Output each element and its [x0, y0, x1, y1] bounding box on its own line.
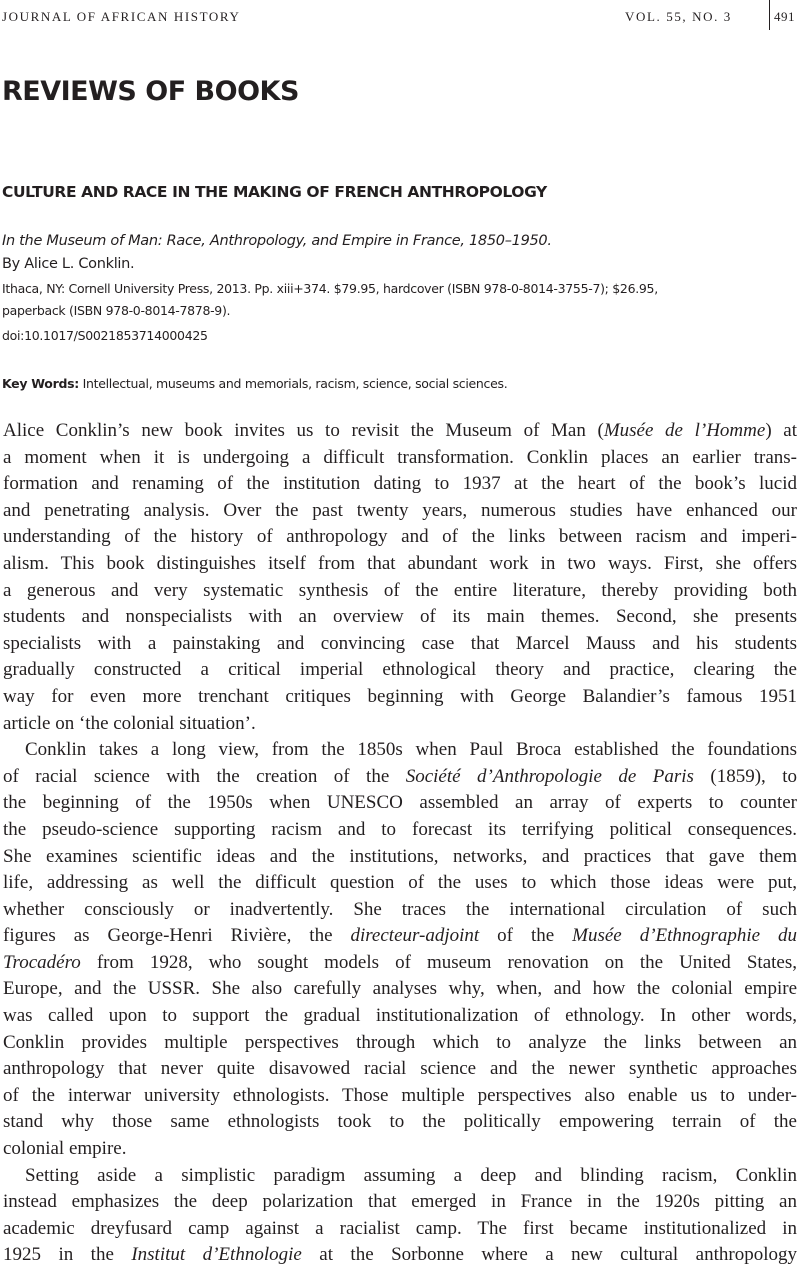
- keywords-label: Key Words:: [2, 376, 79, 391]
- text-line: [3, 1216, 797, 1243]
- text-line: [3, 1163, 797, 1190]
- text-line: [3, 498, 797, 525]
- book-author: By Alice L. Conklin.: [2, 256, 135, 272]
- section-title: REVIEWS OF BOOKS: [2, 76, 299, 107]
- keywords: [2, 376, 507, 391]
- text-line: [3, 1056, 797, 1083]
- text: life, addressing as well the difficult question of the uses to which those ideas were put,: [3, 872, 797, 894]
- text-line: [3, 950, 797, 977]
- text-line: [3, 1083, 797, 1110]
- text-line: [3, 764, 797, 791]
- paragraph: [3, 1163, 797, 1269]
- text: at the Sorbonne where a new cultural anthropology: [301, 1244, 797, 1266]
- text: stand why those same ethnologists took to the politically empowering terrain of the: [3, 1111, 797, 1133]
- text: students and nonspecialists with an overview of its main themes. Second, she presents: [3, 606, 797, 628]
- text: instead emphasizes the deep polarization that emerged in France in the 1920s pitting an: [3, 1191, 797, 1213]
- text: of the interwar university ethnologists. Those multiple perspectives also enable us to under-: [3, 1084, 797, 1106]
- text-line: [3, 418, 797, 445]
- text: a generous and very systematic synthesis of the entire literature, thereby providing both: [3, 579, 797, 601]
- italic-text: Société d’Anthropologie de Paris: [405, 765, 694, 787]
- text: Alice Conklin’s new book invites us to revisit the Museum of Man (: [3, 420, 604, 441]
- text: way for even more trenchant critiques beginning with George Balandier’s famous 1951: [3, 685, 797, 707]
- text-line: [3, 1003, 797, 1030]
- text-line: [3, 711, 797, 738]
- text-line: [3, 445, 797, 472]
- text-line: [3, 1242, 797, 1269]
- text: specialists with a painstaking and convincing case that Marcel Mauss and his students: [3, 632, 797, 654]
- text-line: [3, 790, 797, 817]
- text: of racial science with the creation of the: [3, 765, 406, 787]
- text: colonial empire.: [3, 1138, 127, 1160]
- text: of the: [479, 925, 573, 947]
- paragraph: [3, 737, 797, 1163]
- keywords-value: Intellectual, museums and memorials, racism, science, social sciences.: [82, 376, 508, 391]
- text: She examines scientific ideas and the institutions, networks, and practices that gave them: [3, 845, 797, 867]
- text: was called upon to support the gradual institutionalization of ethnology. In other words,: [3, 1005, 797, 1027]
- text: whether consciously or inadvertently. She traces the international circulation of such: [3, 898, 797, 920]
- italic-text: directeur-adjoint: [350, 925, 480, 947]
- text: (1859), to: [693, 765, 797, 787]
- doi-link[interactable]: doi:10.1017/S0021853714000425: [2, 328, 208, 343]
- text-line: [3, 1136, 797, 1163]
- italic-text: Musée d’Ethnographie du: [572, 925, 797, 947]
- text-line: [3, 604, 797, 631]
- text-line: [3, 923, 797, 950]
- text: a moment when it is undergoing a difficult transformation. Conklin places an earlier trans-: [3, 446, 797, 468]
- header-divider: [769, 0, 770, 30]
- text: article on ‘the colonial situation’.: [3, 712, 256, 734]
- page-number: 491: [774, 9, 795, 24]
- text: and penetrating analysis. Over the past twenty years, numerous studies have enhanced our: [3, 499, 797, 521]
- publication-info: Ithaca, NY: Cornell University Press, 2013. Pp. xiii+374. $79.95, hardcover (ISBN 978-0-8014-3755-7); $26.95,: [2, 281, 658, 296]
- text-line: [3, 897, 797, 924]
- text: Conklin takes a long view, from the 1850s when Paul Broca established the foundations: [25, 739, 797, 761]
- text: the beginning of the 1950s when UNESCO assembled an array of experts to counter: [3, 792, 797, 814]
- text-line: [3, 844, 797, 871]
- italic-text: Institut d’Ethnologie: [131, 1244, 302, 1266]
- text: academic dreyfusard camp against a racialist camp. The first became institutionalized in: [3, 1217, 797, 1239]
- text: gradually constructed a critical imperial ethnological theory and practice, clearing the: [3, 659, 797, 681]
- text: figures as George-Henri Rivière, the: [3, 925, 351, 947]
- text: alism. This book distinguishes itself from that abundant work in two ways. First, she offers: [3, 552, 797, 574]
- paragraph: [3, 418, 797, 737]
- italic-text: Trocadéro: [3, 951, 81, 973]
- text-line: [3, 524, 797, 551]
- text: Europe, and the USSR. She also carefully analyses why, when, and how the colonial empire: [3, 978, 797, 1000]
- review-title: CULTURE AND RACE IN THE MAKING OF FRENCH ANTHROPOLOGY: [2, 183, 547, 201]
- text: the pseudo-science supporting racism and to forecast its terrifying political consequences.: [3, 818, 797, 840]
- text: Conklin provides multiple perspectives through which to analyze the links between an: [3, 1031, 797, 1053]
- text-line: [3, 657, 797, 684]
- publication-info-cont: paperback (ISBN 978-0-8014-7878-9).: [2, 303, 231, 318]
- review-body: [3, 418, 797, 1269]
- text-line: [3, 737, 797, 764]
- text-line: [3, 684, 797, 711]
- text-line: [3, 631, 797, 658]
- text-line: [3, 1030, 797, 1057]
- text-line: [3, 870, 797, 897]
- text-line: [3, 976, 797, 1003]
- text: understanding of the history of anthropology and of the links between racism and imperi-: [3, 526, 797, 548]
- text: formation and renaming of the institution dating to 1937 at the heart of the book’s lucid: [3, 473, 797, 495]
- volume-issue: VOL. 55, NO. 3: [625, 9, 732, 24]
- text-line: [3, 1109, 797, 1136]
- text: ) at: [765, 420, 797, 441]
- text: anthropology that never quite disavowed racial science and the newer synthetic approaches: [3, 1058, 797, 1080]
- text-line: [3, 1189, 797, 1216]
- text-line: [3, 817, 797, 844]
- book-title: In the Museum of Man: Race, Anthropology, and Empire in France, 1850–1950.: [2, 233, 552, 249]
- text-line: [3, 471, 797, 498]
- text-line: [3, 578, 797, 605]
- text: Setting aside a simplistic paradigm assuming a deep and blinding racism, Conklin: [25, 1164, 797, 1186]
- journal-name: JOURNAL OF AFRICAN HISTORY: [2, 9, 241, 24]
- text: 1925 in the: [3, 1244, 132, 1266]
- italic-text: Musée de l’Homme: [603, 420, 766, 441]
- text-line: [3, 551, 797, 578]
- text: from 1928, who sought models of museum renovation on the United States,: [80, 951, 797, 973]
